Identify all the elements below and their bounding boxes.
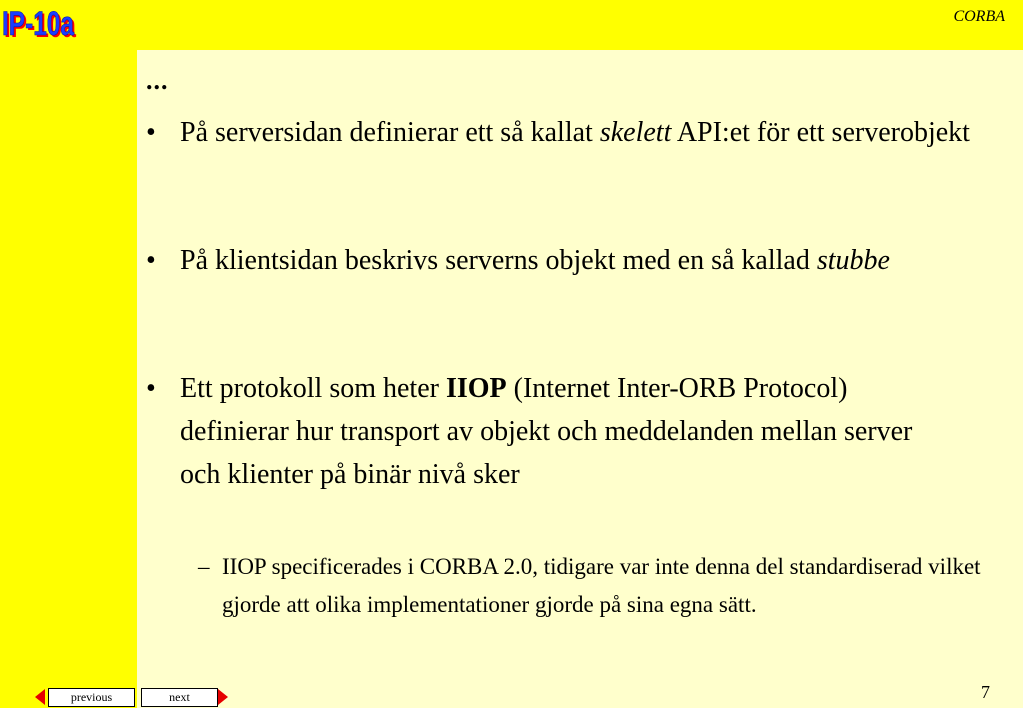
emphasis-term: stubbe: [816, 245, 890, 276]
previous-button[interactable]: previous: [48, 688, 135, 707]
emphasis-term: skelett: [599, 117, 672, 148]
strong-term: IIOP: [445, 373, 507, 404]
bullet-marker: •: [146, 245, 156, 276]
bullet-item: [146, 111, 1016, 197]
slide-heading: ...: [146, 66, 169, 95]
logo-text: IP-10a: [2, 5, 75, 43]
bullet-marker: •: [146, 117, 156, 148]
logo-shadow-text: IP-10a: [4, 7, 77, 44]
sub-bullet-item: [198, 548, 1013, 662]
bullet-marker: •: [146, 373, 156, 404]
bullet-text-part: På klientsidan beskrivs serverns objekt med en så kallad: [180, 245, 817, 276]
header-band: [0, 0, 1023, 50]
page-number: 7: [981, 682, 990, 702]
next-button[interactable]: next: [141, 688, 218, 707]
bullet-text-part: API:et för ett serverobjekt: [671, 117, 970, 148]
bullet-text: [180, 239, 1016, 282]
previous-arrow-icon[interactable]: [35, 689, 45, 705]
bullet-text-part: Ett protokoll som heter: [180, 373, 446, 404]
logo: [0, 0, 78, 44]
sub-bullet-text: IIOP specificerades i CORBA 2.0, tidigare var inte denna del standardiserad vilket gjorde att olika implementationer gjorde på sina egna sätt.: [222, 554, 981, 617]
left-band: [0, 0, 137, 708]
bullet-text: [180, 111, 1016, 154]
bullet-text-part: (Internet Inter-ORB Protocol) definierar hur transport av objekt och meddelanden mellan server och klienter på binär nivå sker: [180, 373, 913, 490]
bullet-item: [146, 367, 1016, 539]
bullet-item: [146, 239, 1016, 325]
header-title: CORBA: [953, 8, 1005, 25]
next-arrow-icon[interactable]: [218, 689, 228, 705]
sub-bullet-marker: –: [198, 554, 210, 579]
bullet-text: [180, 367, 920, 496]
bullet-text-part: På serversidan definierar ett så kallat: [180, 117, 600, 148]
